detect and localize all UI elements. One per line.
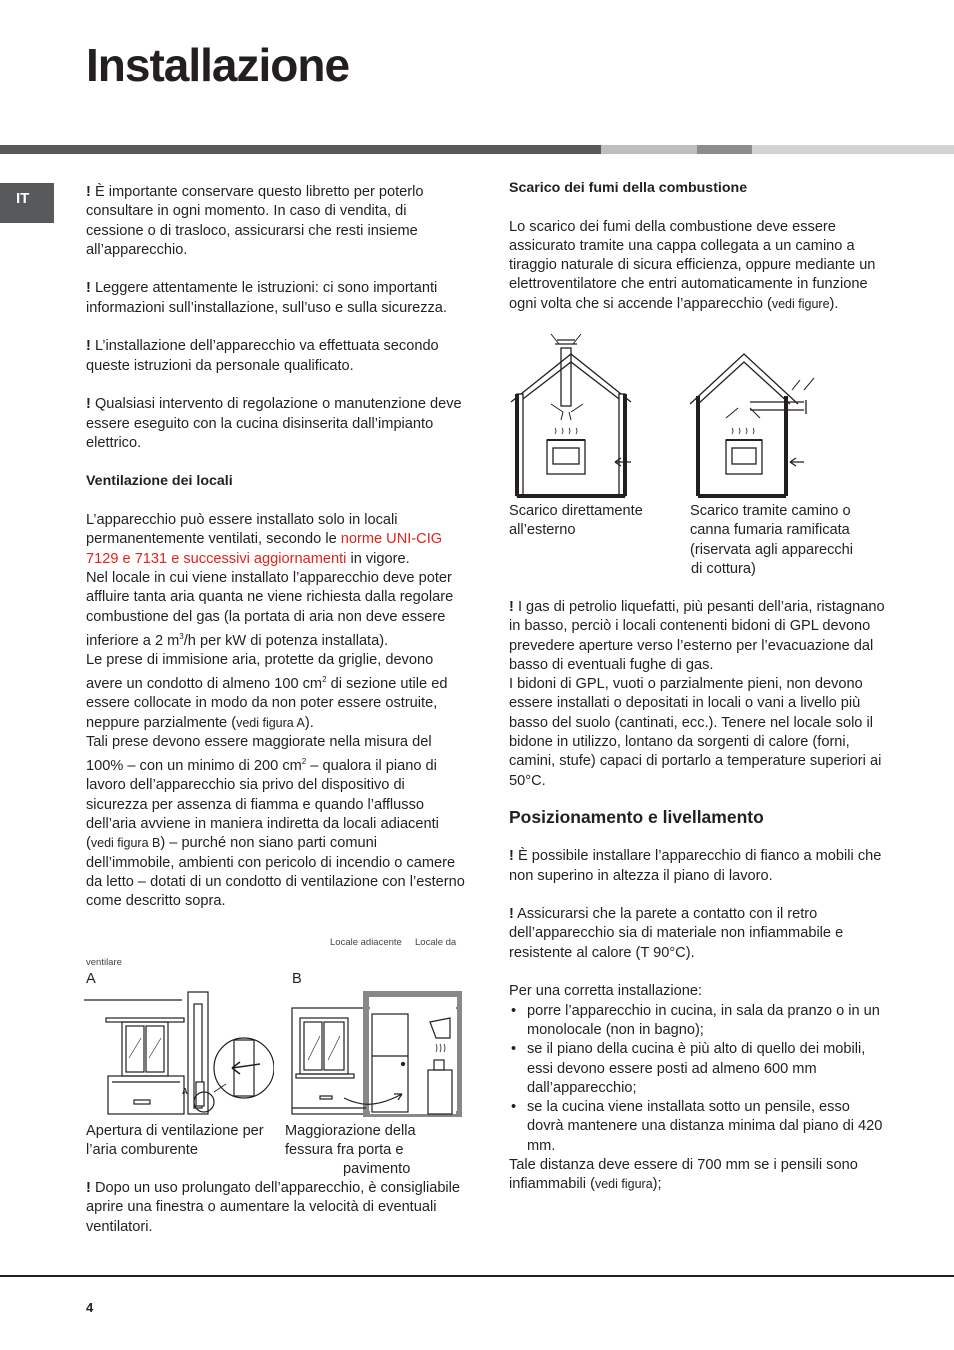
warning-mark: ! — [509, 906, 514, 923]
figure-chimney-exhaust — [686, 346, 816, 500]
text: I gas di petrolio liquefatti, più pesanti dell’aria, ristagnano in basso, perciò i locali contenenti bidoni di GPL devono prevedere aperture verso l’esterno per l’evacuazione dal basso di eventuali fughe di gas. — [509, 599, 885, 673]
text: in vigore. — [346, 550, 410, 567]
figure-letter-a: A — [86, 971, 96, 987]
warning-mark: ! — [86, 1180, 91, 1196]
paragraph-distance — [509, 1156, 889, 1195]
text: Tale distanza deve essere di 700 mm se i pensili sono infiammabili ( — [509, 1157, 858, 1193]
figure-ref-fumes: vedi figure — [771, 296, 830, 311]
caption-figure-a: Apertura di ventilazione per l’aria comburente — [86, 1123, 264, 1159]
norms-link[interactable]: norme UNI-CIG 7129 e 7131 e successivi aggiornamenti — [86, 531, 443, 567]
paragraph-gpl — [509, 598, 889, 675]
superscript: 3 — [179, 631, 184, 641]
figure-letter-b: B — [292, 971, 302, 987]
text: di sezione utile ed essere collocate in modo da non poter essere ostruite, neppure parzialmente ( — [86, 676, 448, 731]
fig-label-room: Locale da — [415, 937, 457, 948]
header-bar-mid — [697, 145, 752, 154]
text: Dopo un uso prolungato dell’apparecchio, è consigliabile aprire una finestra o aumentare la velocità di eventuali ventilatori. — [86, 1180, 461, 1235]
paragraph-ventilation-norms — [86, 511, 466, 569]
paragraph-correct-install: Per una corretta installazione: — [509, 983, 703, 1000]
section-heading-positioning: Posizionamento e livellamento — [509, 806, 764, 827]
figure-a-ventilation-opening — [84, 988, 274, 1120]
text: – qualora il piano di lavoro dell’apparecchio sia privo del dispositivo di sicurezza per assenza di fiamma e quando l’afflusso dell’aria avviene in maniera indiretta da locali adiacenti ( — [86, 758, 439, 852]
right-column-top — [509, 179, 889, 314]
text: Le prese di immisione aria, protette da griglie, devono avere un condotto di almeno 100 cm — [86, 651, 434, 693]
caption-chimney-exhaust: Scarico tramite camino o canna fumaria ramificata (riservata agli apparecchi — [690, 503, 854, 558]
figure-ref-b: vedi figura B — [90, 836, 161, 851]
left-column — [86, 183, 466, 912]
fig-a-small-letter: A — [182, 1087, 188, 1096]
figure-b-door-gap — [290, 990, 462, 1120]
text: Assicurarsi che la parete a contatto con il retro dell’apparecchio sia di materiale non infiammabile e resistente al calore (T 90°C). — [509, 906, 844, 961]
text: Tali prese devono essere maggiorate nella misura del 100% – con un minimo di 200 cm — [86, 734, 432, 775]
text: ). — [304, 714, 314, 731]
paragraph-fumes — [509, 218, 889, 314]
paragraph-air-intakes — [86, 651, 466, 733]
footer-rule — [0, 1275, 954, 1277]
superscript: 2 — [322, 675, 327, 685]
text: Qualsiasi intervento di regolazione o manutenzione deve essere eseguito con la cucina disinserita dall’impianto elettrico. — [86, 396, 462, 451]
paragraph-gpl-bottles: I bidoni di GPL, vuoti o parzialmente pieni, non devono essere installati o depositati in locali o vani a livello più basso del suolo (cantinati, ecc.). Tenere nel locale solo il bidone in utilizzo, lontano da sorgenti di calore (forni, camini, stufe) capaci di portarlo a temperature superiori ai 50°C. — [509, 676, 882, 789]
warning-mark: ! — [509, 599, 514, 615]
text: ) – purché non siano parti comuni dell’immobile, ambienti con pericolo di incendio o camere da letto – dotati di un condotto di ventilazione con l’esterno come descritto sopra. — [86, 835, 465, 910]
text: È importante conservare questo libretto per poterlo consultare in ogni momento. In caso di vendita, di cessione o di trasloco, assicurarsi che resti insieme all’apparecchio. — [86, 184, 424, 258]
text: ). — [829, 295, 839, 312]
section-heading-fumes: Scarico dei fumi della combustione — [509, 180, 748, 196]
figure-direct-exhaust — [507, 330, 637, 500]
text: L’installazione dell’apparecchio va effettuata secondo queste istruzioni da personale qualificato. — [86, 338, 439, 374]
language-tab[interactable]: IT — [0, 183, 54, 223]
figure-ref-a: vedi figura A — [236, 715, 305, 730]
install-rules-list — [509, 1002, 889, 1156]
warning-mark: ! — [509, 848, 514, 865]
paragraph-rear-wall — [509, 905, 889, 963]
paragraph-qualified-install — [86, 337, 466, 376]
figure-ref-distance: vedi figura — [594, 1177, 653, 1192]
list-item: • porre l’apparecchio in cucina, in sala da pranzo o in un monolocale (non in bagno); — [509, 1002, 889, 1041]
text: Nel locale in cui viene installato l’apparecchio deve poter affluire tanta aria quanta ne viene richiesta dalla regolare combustione del gas (la portata di aria non deve essere inferiore a 2 m — [86, 569, 454, 649]
header-bar-light-2 — [752, 145, 954, 154]
caption-direct-exhaust: Scarico direttamente all’esterno — [509, 503, 643, 539]
paragraph-prolonged-use — [86, 1179, 466, 1237]
paragraph-side-furniture — [509, 847, 889, 886]
page-title: Installazione — [86, 39, 350, 91]
paragraph-read-instructions — [86, 279, 466, 318]
superscript: 2 — [301, 757, 307, 767]
text: È possibile installare l’apparecchio di fianco a mobili che non superino in altezza il piano di lavoro. — [509, 848, 882, 884]
warning-mark: ! — [86, 338, 91, 355]
fig-label-ventilate: ventilare — [86, 957, 122, 968]
caption-figure-b: Maggiorazione della fessura fra porta e — [285, 1123, 416, 1159]
caption-chimney-exhaust-2: di cottura) — [691, 561, 756, 577]
section-heading-ventilation: Ventilazione dei locali — [86, 473, 233, 490]
list-item: • se il piano della cucina è più alto di quello dei mobili, essi devono essere posti ad almeno 600 mm dall’apparecchio; — [509, 1040, 889, 1098]
text: Lo scarico dei fumi della combustione deve essere assicurato tramite una cappa collegata a un camino a tiraggio naturale di sicura efficienza, oppure mediante un elettroventilatore che entri automaticamente in funzione ogni volta che si accende l’apparecchio ( — [509, 218, 876, 312]
paragraph-keep-manual — [86, 183, 466, 260]
paragraph-air-flow — [86, 569, 466, 651]
paragraph-maintenance — [86, 395, 466, 453]
text: L’apparecchio può essere installato solo in locali permanentemente ventilati, secondo le — [86, 512, 398, 548]
warning-mark: ! — [86, 396, 91, 413]
text: Leggere attentamente le istruzioni: ci sono importanti informazioni sull’installazione, sull’uso e sulla sicurezza. — [86, 280, 447, 316]
text: ); — [652, 1176, 662, 1193]
list-item: • se la cucina viene installata sotto un pensile, esso dovrà mantenere una distanza minima dal piano di 420 mm. — [509, 1098, 889, 1156]
warning-mark: ! — [86, 280, 91, 297]
right-column-bottom — [509, 598, 889, 1195]
page-number: 4 — [86, 1300, 94, 1315]
header-bar-dark — [0, 145, 601, 154]
header-bar-light — [601, 145, 697, 154]
paragraph-air-increase — [86, 733, 466, 912]
caption-figure-b-2: pavimento — [343, 1161, 411, 1177]
text: /h per kW di potenza installata). — [183, 632, 389, 649]
fig-label-adjacent: Locale adiacente — [330, 937, 402, 948]
warning-mark: ! — [86, 184, 91, 200]
